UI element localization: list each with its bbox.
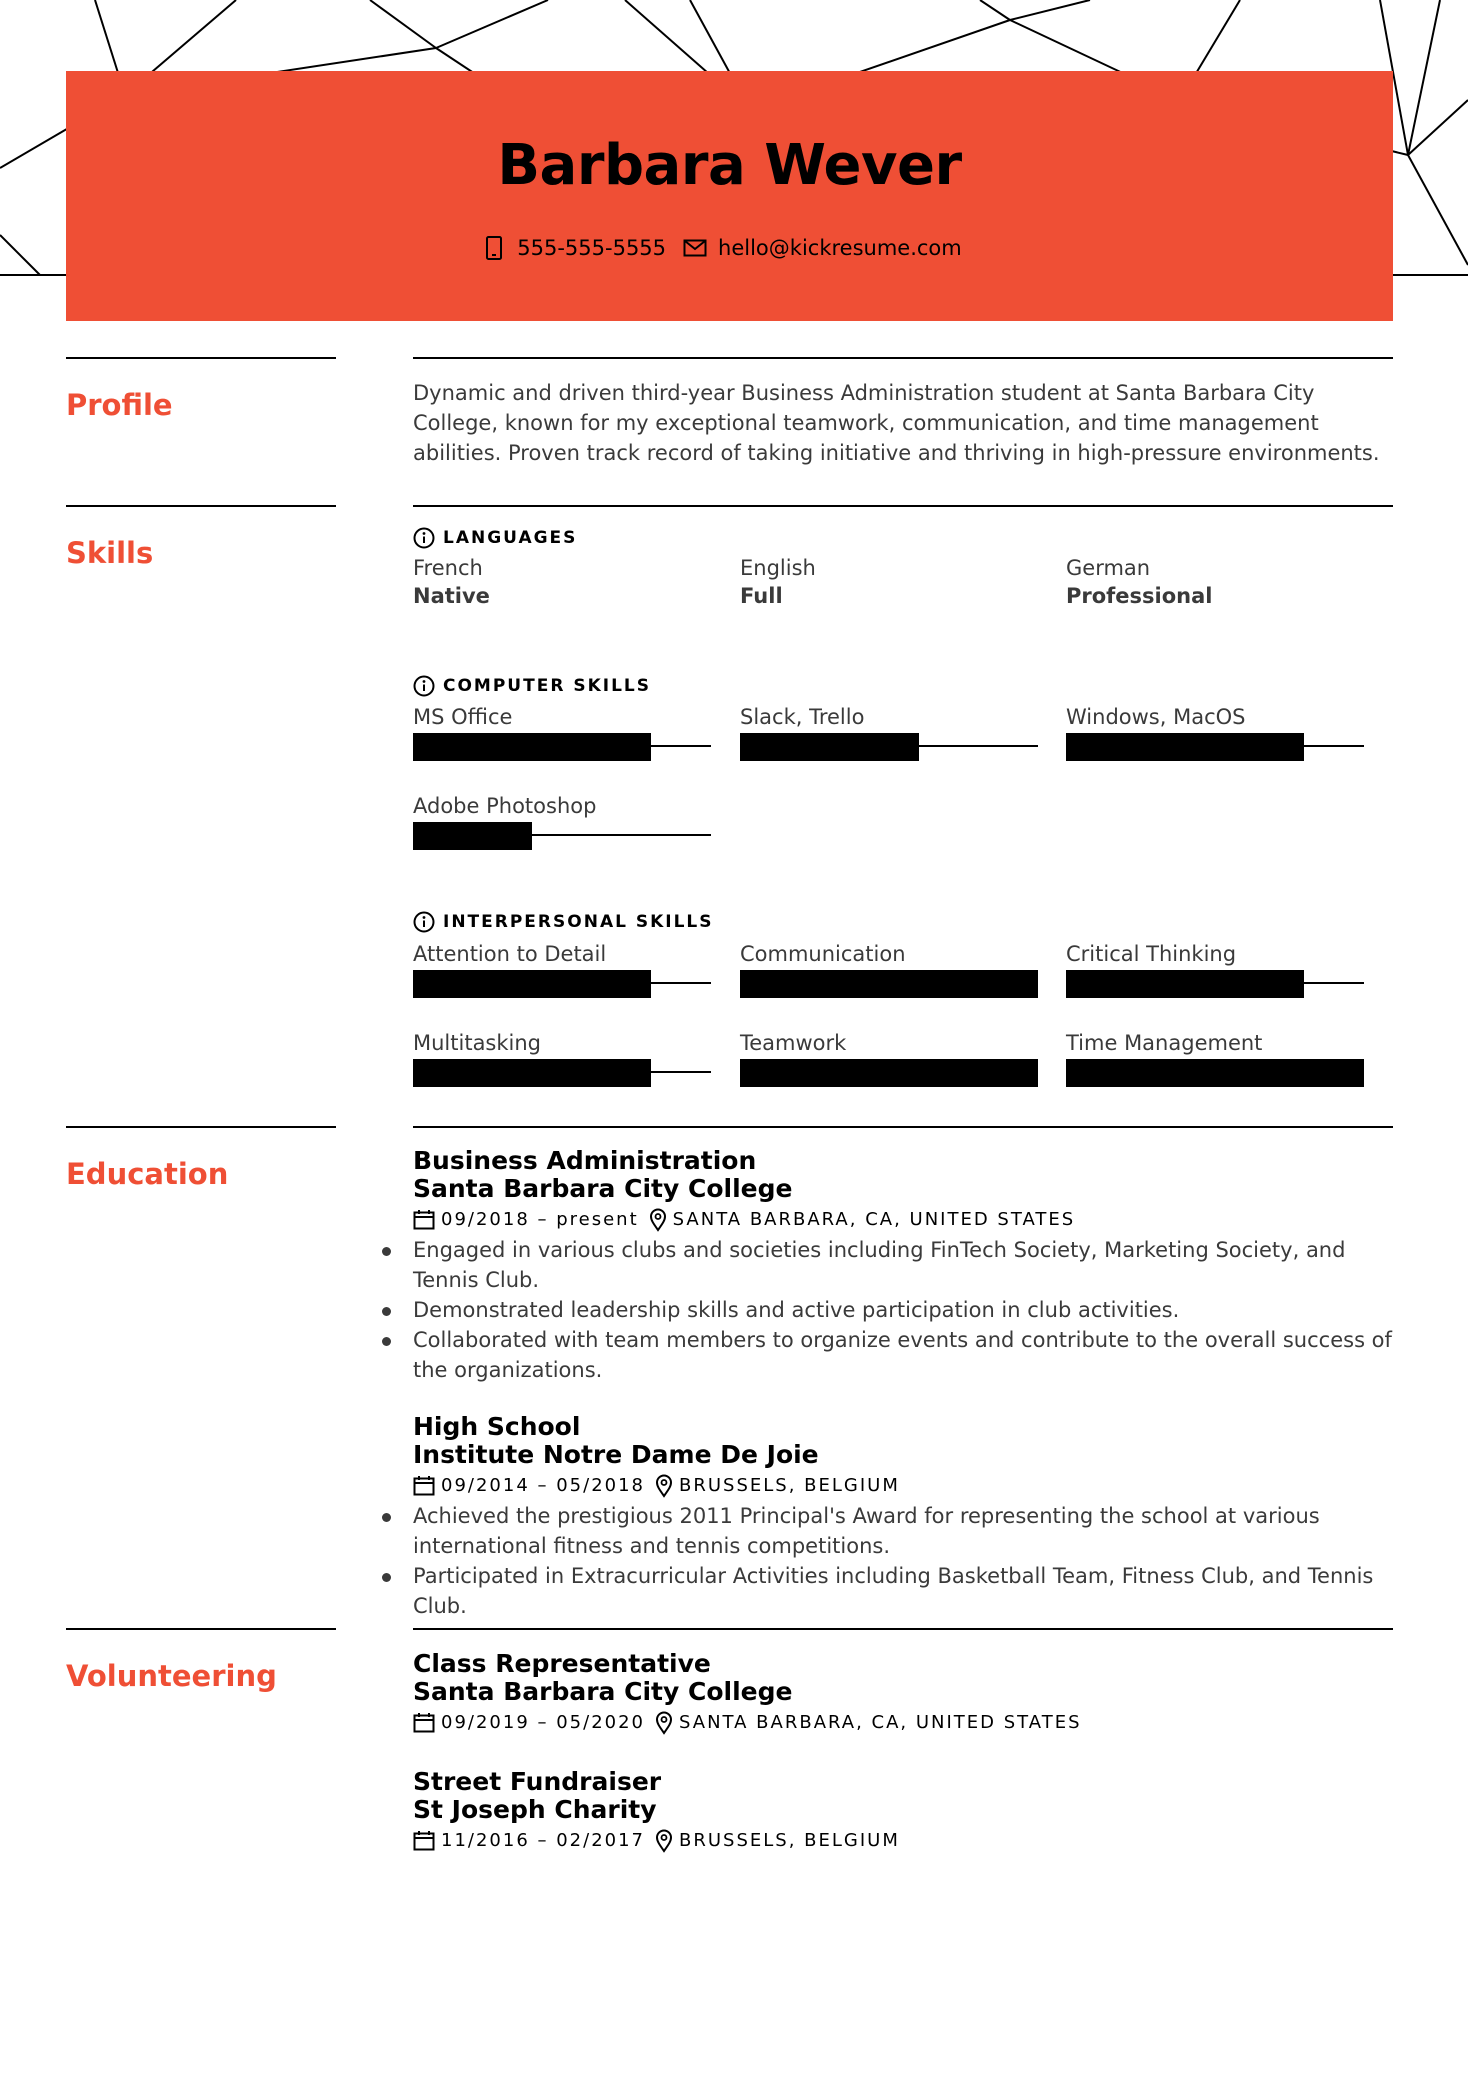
language-name: German: [1066, 556, 1151, 580]
section-title-profile: Profile: [66, 388, 173, 422]
volunteering-entry: [413, 1650, 1393, 1736]
skill-level-bar: [740, 732, 1038, 762]
skill-name: Teamwork: [740, 1031, 847, 1055]
education-entry: [413, 1147, 1393, 1385]
info-icon: [413, 675, 435, 697]
entry-location: SANTA BARBARA, CA, UNITED STATES: [672, 1209, 1076, 1230]
skill-item: [413, 1028, 711, 1088]
section-divider: [66, 357, 336, 359]
section-divider: [413, 1628, 1393, 1630]
interpersonal-skills-heading: [413, 911, 714, 933]
list-item: Participated in Extracurricular Activities including Basketball Team, Fitness Club, and Tennis Club.: [413, 1561, 1393, 1621]
section-divider: [66, 1126, 336, 1128]
entry-meta: [413, 1473, 1393, 1499]
profile-summary: Dynamic and driven third-year Business Administration student at Santa Barbara City College, known for my exceptional teamwork, communication, and time management abilities. Proven track record of taking initiative and thriving in high-pressure environments.: [413, 381, 1380, 465]
entry-organization: Santa Barbara City College: [413, 1677, 793, 1706]
skill-item: [1066, 702, 1364, 762]
skill-name: Attention to Detail: [413, 942, 607, 966]
entry-organization: Institute Notre Dame De Joie: [413, 1440, 819, 1469]
entry-location: BRUSSELS, BELGIUM: [679, 1475, 900, 1496]
section-title-skills: Skills: [66, 536, 154, 570]
section-divider: [413, 1126, 1393, 1128]
location-pin-icon: [655, 1829, 673, 1853]
skill-level-bar: [1066, 1058, 1364, 1088]
section-divider: [66, 1628, 336, 1630]
skill-name: Adobe Photoshop: [413, 794, 597, 818]
entry-organization: St Joseph Charity: [413, 1795, 657, 1824]
list-item: Collaborated with team members to organize events and contribute to the overall success of the organizations.: [413, 1325, 1393, 1385]
section-title-education: Education: [66, 1157, 229, 1191]
skill-item: [413, 702, 711, 762]
skill-item: [740, 702, 1038, 762]
phone-number[interactable]: 555-555-5555: [517, 236, 667, 260]
skill-name: Time Management: [1066, 1031, 1263, 1055]
envelope-icon: [682, 235, 708, 261]
skill-name: Multitasking: [413, 1031, 542, 1055]
location-pin-icon: [649, 1208, 667, 1232]
entry-meta: [413, 1710, 1393, 1736]
location-pin-icon: [655, 1711, 673, 1735]
language-item: [1066, 556, 1213, 608]
skill-level-bar: [413, 732, 711, 762]
skill-item: [1066, 1028, 1364, 1088]
language-item: [740, 556, 816, 608]
language-name: French: [413, 556, 483, 580]
language-level: Native: [413, 584, 490, 608]
skill-level-bar: [1066, 732, 1364, 762]
entry-organization: Santa Barbara City College: [413, 1174, 793, 1203]
computer-skills-heading: [413, 675, 651, 697]
calendar-icon: [413, 1475, 435, 1497]
entry-meta: [413, 1207, 1393, 1233]
languages-heading-text: LANGUAGES: [443, 528, 578, 548]
entry-title: Class Representative: [413, 1649, 711, 1678]
entry-bullets: [413, 1235, 1393, 1385]
calendar-icon: [413, 1830, 435, 1852]
entry-title: High School: [413, 1412, 581, 1441]
language-level: Full: [740, 584, 783, 608]
skill-name: Slack, Trello: [740, 705, 865, 729]
skill-level-bar: [413, 821, 711, 851]
skill-name: MS Office: [413, 705, 513, 729]
education-entry: [413, 1413, 1393, 1621]
section-title-volunteering: Volunteering: [66, 1659, 277, 1693]
language-item: [413, 556, 490, 608]
contact-line: [66, 235, 1393, 261]
section-divider: [66, 505, 336, 507]
location-pin-icon: [655, 1474, 673, 1498]
list-item: Demonstrated leadership skills and active participation in club activities.: [413, 1295, 1393, 1325]
skill-item: [740, 1028, 1038, 1088]
entry-bullets: [413, 1501, 1393, 1621]
skill-name: Windows, MacOS: [1066, 705, 1246, 729]
phone-icon: [481, 235, 507, 261]
entry-location: SANTA BARBARA, CA, UNITED STATES: [679, 1712, 1082, 1733]
entry-location: BRUSSELS, BELGIUM: [679, 1830, 900, 1851]
skill-item: [413, 939, 711, 999]
skill-name: Critical Thinking: [1066, 942, 1237, 966]
skill-level-bar: [413, 969, 711, 999]
entry-dates: 09/2014 – 05/2018: [441, 1475, 645, 1496]
skill-level-bar: [1066, 969, 1364, 999]
skill-item: [740, 939, 1038, 999]
info-icon: [413, 527, 435, 549]
skill-level-bar: [740, 1058, 1038, 1088]
skill-name: Communication: [740, 942, 906, 966]
volunteering-entry: [413, 1768, 1393, 1854]
section-divider: [413, 357, 1393, 359]
skill-item: [413, 791, 711, 851]
list-item: Engaged in various clubs and societies including FinTech Society, Marketing Society, and Tennis Club.: [413, 1235, 1393, 1295]
info-icon: [413, 911, 435, 933]
entry-meta: [413, 1828, 1393, 1854]
languages-heading: [413, 527, 577, 549]
language-name: English: [740, 556, 816, 580]
entry-title: Business Administration: [413, 1146, 757, 1175]
interpersonal-skills-heading-text: INTERPERSONAL SKILLS: [443, 912, 714, 932]
skill-level-bar: [740, 969, 1038, 999]
entry-dates: 11/2016 – 02/2017: [441, 1830, 645, 1851]
candidate-name: Barbara Wever: [497, 133, 962, 198]
computer-skills-heading-text: COMPUTER SKILLS: [443, 676, 651, 696]
calendar-icon: [413, 1209, 435, 1231]
language-level: Professional: [1066, 584, 1213, 608]
list-item: Achieved the prestigious 2011 Principal's Award for representing the school at various international fitness and tennis competitions.: [413, 1501, 1393, 1561]
entry-dates: 09/2018 – present: [441, 1209, 639, 1230]
skill-level-bar: [413, 1058, 711, 1088]
email-address[interactable]: hello@kickresume.com: [718, 236, 962, 260]
skill-item: [1066, 939, 1364, 999]
header-banner: [66, 71, 1393, 321]
entry-dates: 09/2019 – 05/2020: [441, 1712, 645, 1733]
section-divider: [413, 505, 1393, 507]
calendar-icon: [413, 1712, 435, 1734]
entry-title: Street Fundraiser: [413, 1767, 662, 1796]
